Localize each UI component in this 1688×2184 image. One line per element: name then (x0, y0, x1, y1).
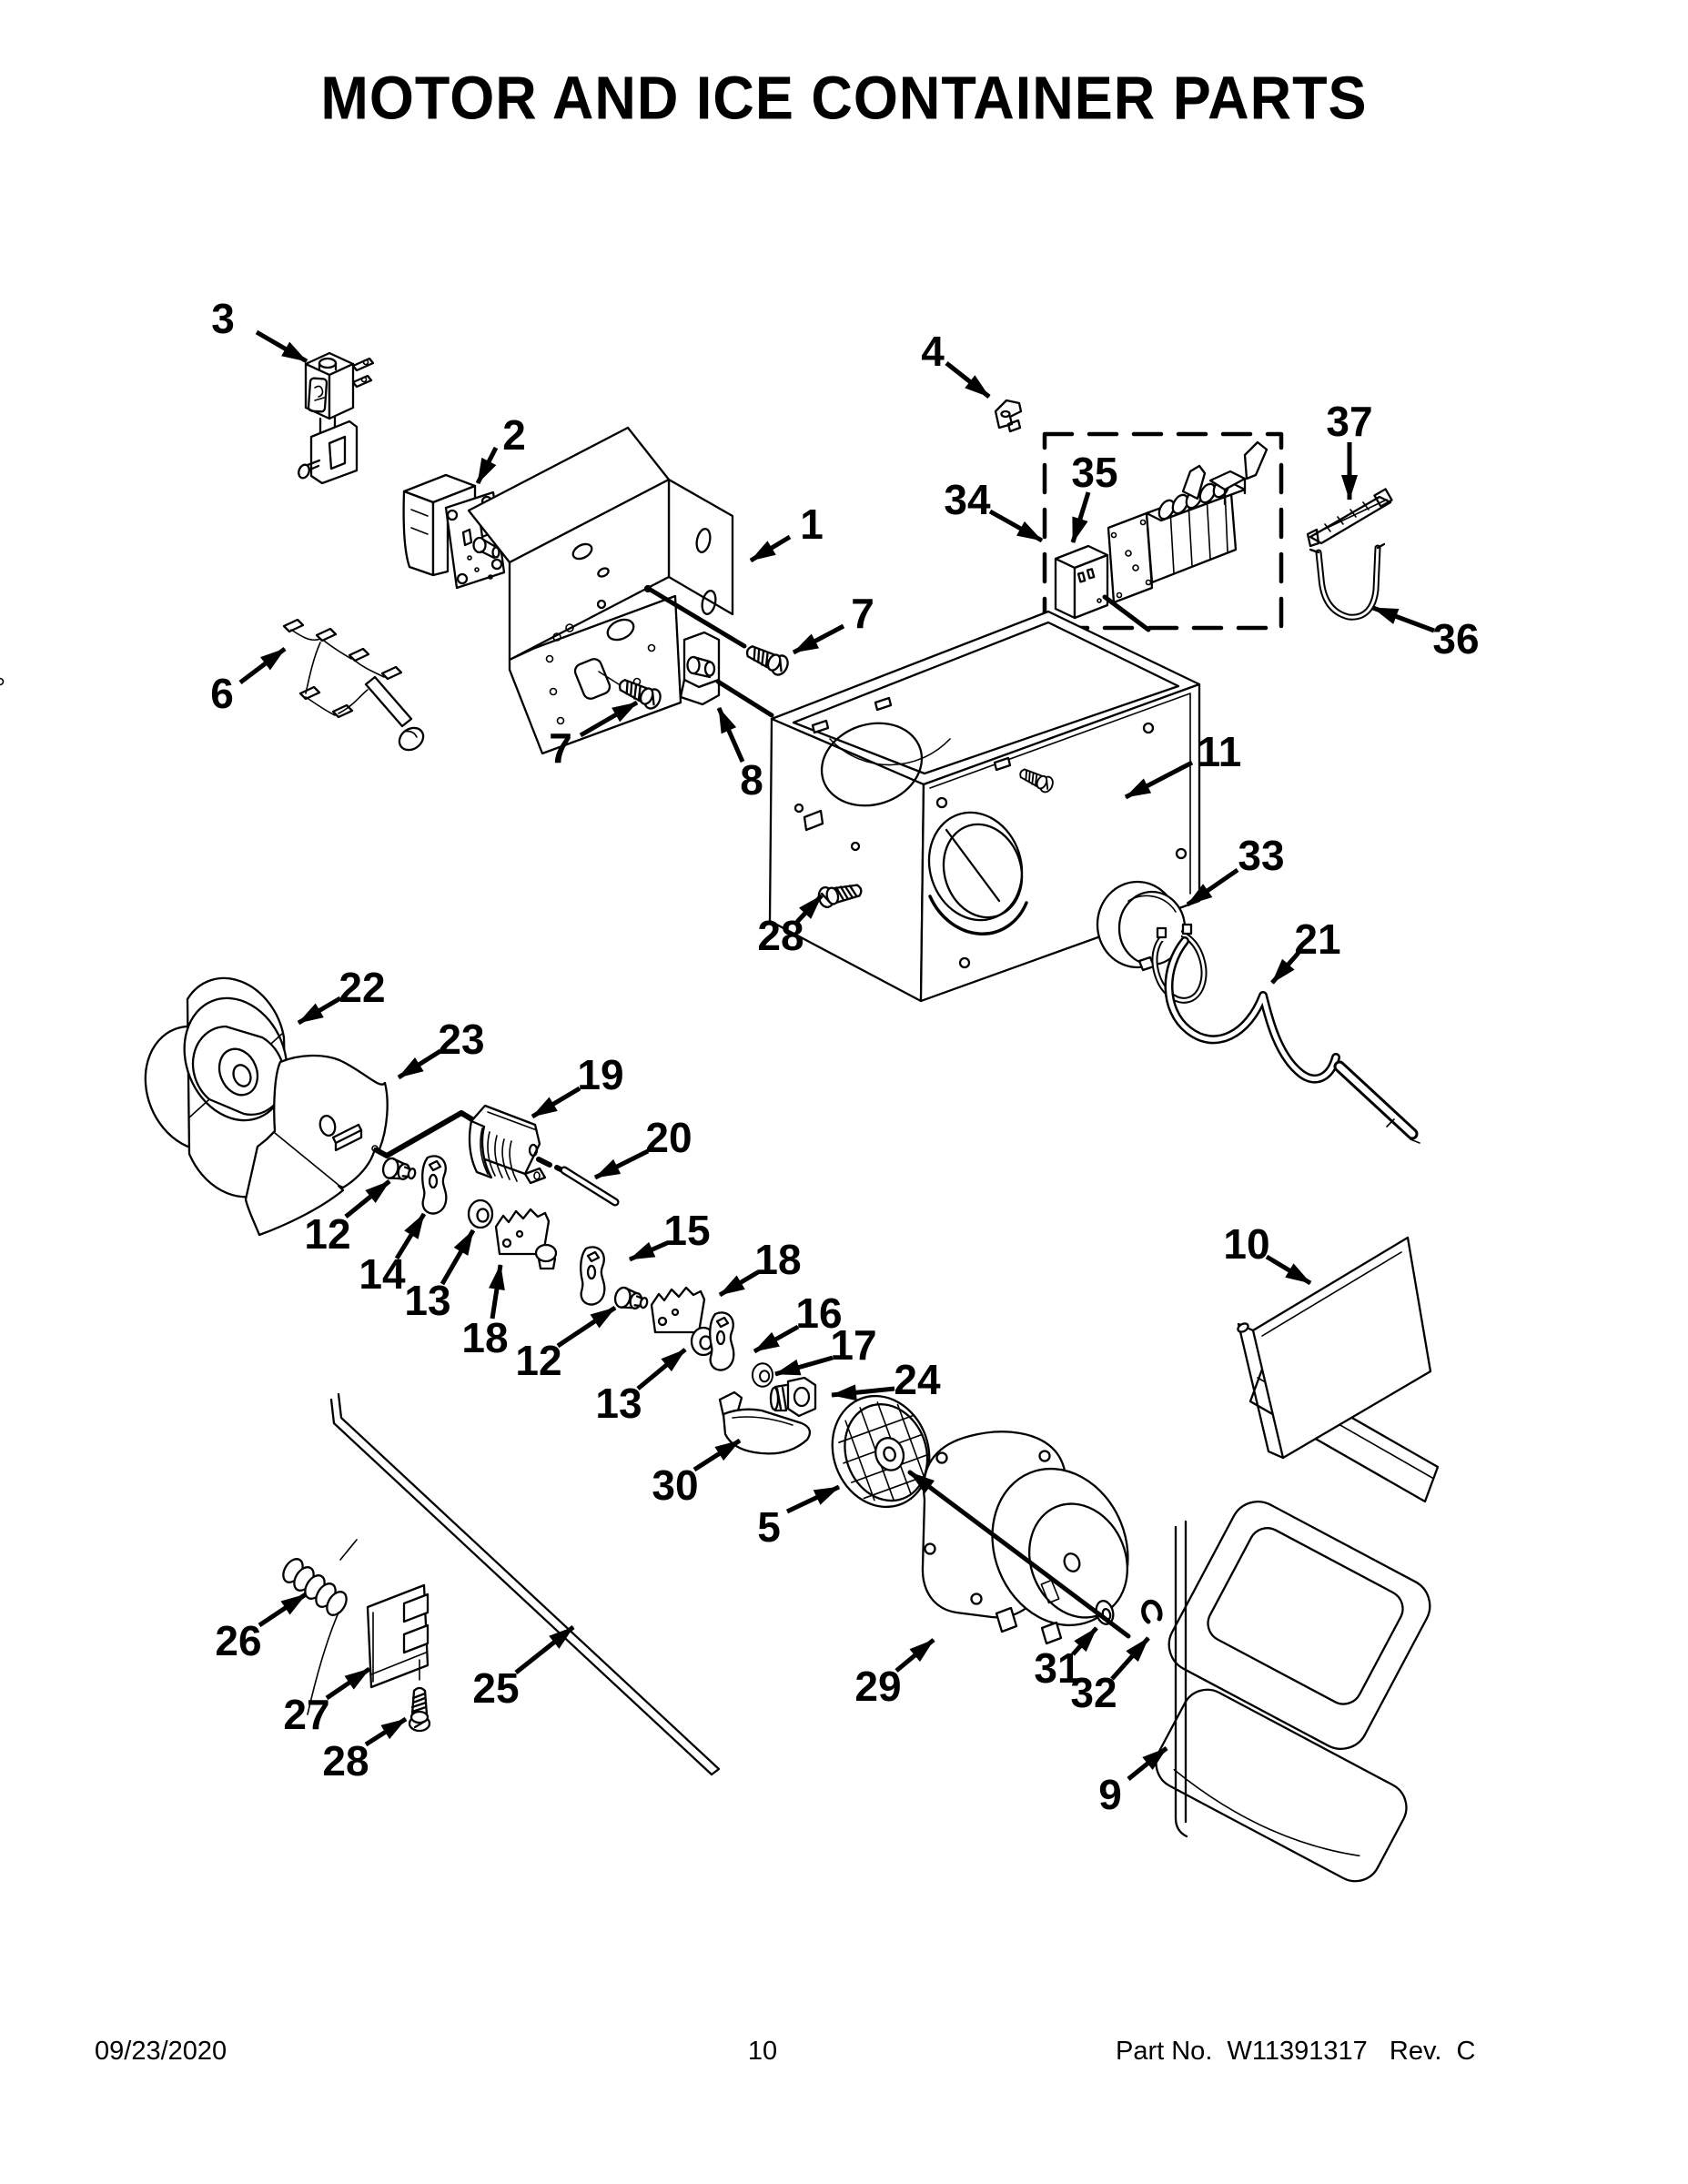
part-3-drawing (297, 353, 373, 483)
callout-label-12: 12 (304, 1210, 351, 1258)
part-29-drawing (923, 1431, 1151, 1645)
callout-label-25: 25 (472, 1664, 520, 1712)
part-21-ring (1147, 925, 1211, 1006)
callout-arrow-4 (946, 363, 989, 397)
callout-label-30: 30 (652, 1461, 699, 1509)
callout-label-24: 24 (894, 1356, 941, 1403)
callout-label-4: 4 (921, 328, 945, 375)
callout-label-20: 20 (645, 1114, 692, 1161)
callout-arrow-28 (366, 1719, 406, 1744)
callout-arrow-16 (754, 1327, 798, 1351)
callout-label-34: 34 (944, 476, 991, 523)
part-36-drawing (1310, 544, 1384, 617)
callout-arrow-22 (298, 998, 340, 1023)
callout-label-29: 29 (854, 1663, 902, 1710)
part-16-drawing (710, 1312, 733, 1370)
callout-arrow-35 (1073, 492, 1088, 542)
callout-label-10: 10 (1223, 1220, 1270, 1268)
part-24-drawing (771, 1378, 815, 1416)
part-12-bushing-b (613, 1286, 650, 1313)
callout-arrow-13 (638, 1350, 685, 1389)
callout-label-19: 19 (577, 1051, 624, 1098)
callout-label-32: 32 (1070, 1669, 1117, 1716)
callout-label-11: 11 (1197, 728, 1242, 775)
callout-arrow-15 (630, 1243, 667, 1259)
callout-arrow-18 (720, 1272, 758, 1295)
callout-label-9: 9 (1098, 1771, 1122, 1818)
callout-label-31: 31 (1034, 1644, 1081, 1692)
callout-label-23: 23 (438, 1016, 485, 1063)
callout-label-14: 14 (359, 1250, 406, 1298)
callout-label-8: 8 (740, 756, 763, 804)
part-20-drawing (564, 1170, 615, 1202)
callout-label-13: 13 (404, 1277, 451, 1324)
callout-label-12: 12 (515, 1337, 562, 1384)
part-34-icemaker-drawing (1108, 442, 1267, 602)
part-15-drawing (581, 1247, 604, 1304)
callout-label-22: 22 (339, 964, 386, 1011)
callout-label-1: 1 (800, 500, 824, 548)
callout-label-18: 18 (461, 1314, 509, 1361)
part-12-rivet (536, 1245, 556, 1269)
callout-arrow-26 (259, 1594, 306, 1625)
callout-label-7: 7 (851, 590, 874, 637)
part-32-clip (1144, 1602, 1160, 1622)
callout-arrow-23 (399, 1051, 440, 1077)
callout-label-33: 33 (1238, 832, 1285, 879)
part-6-drawing (284, 620, 428, 754)
callout-label-15: 15 (663, 1207, 711, 1254)
footer-part-number: Part No. W11391317 Rev. C (1116, 2037, 1476, 2066)
callout-arrow-27 (327, 1669, 369, 1698)
callout-arrow-12 (346, 1181, 389, 1217)
callout-arrow-8 (719, 708, 743, 762)
page-title: MOTOR AND ICE CONTAINER PARTS (320, 64, 1368, 133)
callout-label-7: 7 (549, 724, 572, 772)
callout-label-21: 21 (1294, 915, 1341, 963)
callout-arrow-7 (793, 626, 844, 652)
callout-label-18: 18 (754, 1236, 802, 1283)
callout-arrow-19 (532, 1088, 580, 1117)
callout-arrow-6 (240, 649, 285, 682)
callout-arrow-34 (990, 511, 1042, 541)
part-8-drawing (681, 632, 772, 715)
callout-label-35: 35 (1071, 449, 1118, 496)
callout-arrow-36 (1373, 608, 1434, 631)
footer-page-number: 10 (747, 2037, 778, 2066)
callout-arrow-5 (787, 1487, 839, 1512)
callout-label-37: 37 (1326, 398, 1373, 445)
callout-label-17: 17 (830, 1321, 877, 1369)
callout-label-6: 6 (210, 670, 234, 717)
callout-arrow-20 (595, 1151, 648, 1178)
callout-arrow-1 (751, 537, 790, 561)
part-17-washer (753, 1363, 773, 1387)
callout-label-2: 2 (502, 411, 526, 459)
part-25-drawing (331, 1394, 719, 1774)
part-7-screw-upper (743, 642, 791, 678)
callout-arrow-30 (694, 1441, 740, 1470)
callout-label-36: 36 (1432, 615, 1480, 662)
callout-arrow-25 (516, 1627, 573, 1673)
callout-label-27: 27 (283, 1691, 330, 1738)
part-18-plate-b (652, 1288, 704, 1332)
callout-arrow-17 (775, 1358, 833, 1374)
footer-date: 09/23/2020 (95, 2037, 227, 2066)
callout-label-28: 28 (322, 1737, 369, 1785)
callout-arrow-29 (896, 1640, 934, 1671)
callout-arrow-12 (558, 1308, 615, 1346)
part-4-drawing (996, 400, 1021, 431)
callout-arrow-24 (832, 1389, 895, 1395)
callout-label-13: 13 (595, 1380, 642, 1427)
callout-arrow-3 (257, 332, 307, 361)
callout-arrow-2 (478, 448, 496, 483)
callout-label-5: 5 (757, 1503, 781, 1551)
callout-label-3: 3 (211, 295, 235, 342)
part-12-bushing-a (381, 1157, 418, 1184)
callout-arrow-10 (1267, 1257, 1310, 1283)
callout-label-28: 28 (757, 912, 804, 959)
part-13-washer-a (469, 1200, 492, 1228)
callout-label-16: 16 (795, 1289, 843, 1337)
part-14-drawing (422, 1156, 446, 1213)
callout-label-26: 26 (215, 1617, 262, 1664)
callout-arrow-18 (492, 1265, 500, 1319)
part-27-drawing (368, 1585, 428, 1687)
callout-arrow-32 (1112, 1638, 1148, 1679)
part-10-drawing (1237, 1238, 1430, 1458)
